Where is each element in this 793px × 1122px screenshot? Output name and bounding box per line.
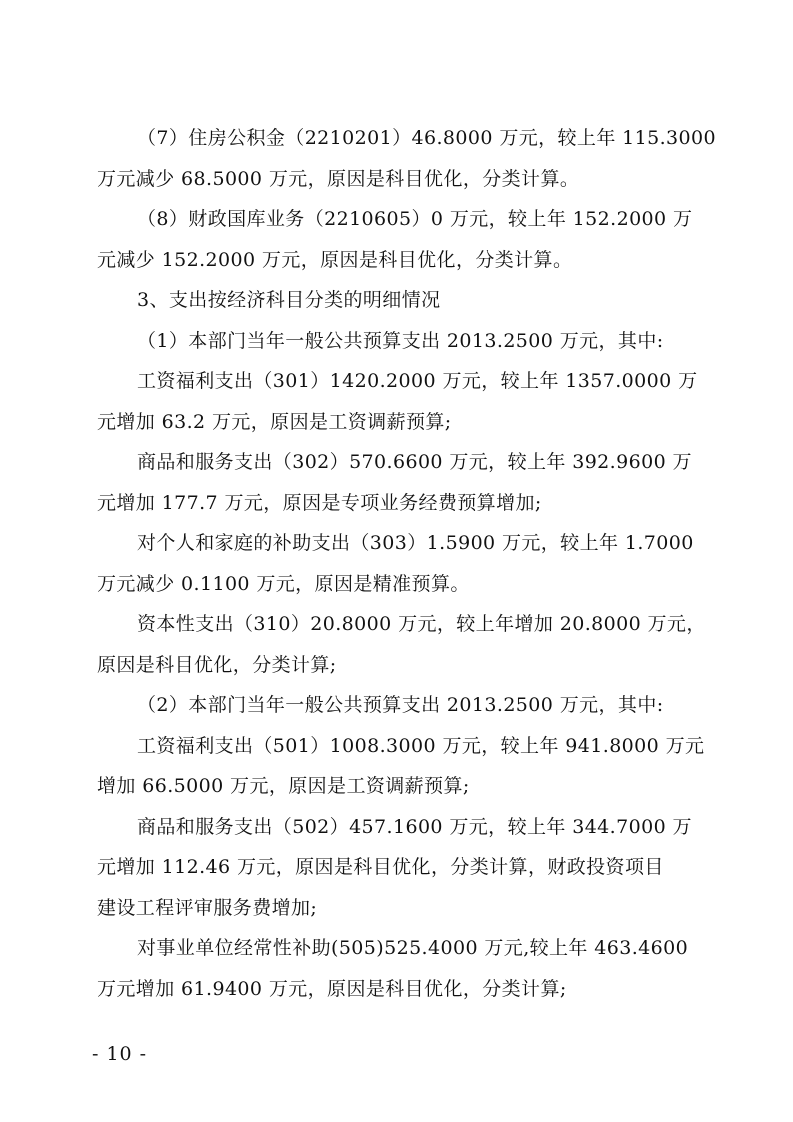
paragraph-line: 增加 66.5000 万元，原因是工资调薪预算; xyxy=(97,775,470,797)
paragraph-line: 元增加 112.46 万元，原因是科目优化，分类计算，财政投资项目 xyxy=(97,856,664,878)
paragraph-line: 万元增加 61.9400 万元，原因是科目优化，分类计算; xyxy=(97,977,567,1000)
paragraph-line: 万元减少 68.5000 万元，原因是科目优化，分类计算。 xyxy=(97,167,580,190)
paragraph-line: 元减少 152.2000 万元，原因是科目优化，分类计算。 xyxy=(97,248,573,271)
paragraph-line: 万元减少 0.1100 万元，原因是精准预算。 xyxy=(97,572,470,595)
paragraph-line: 工资福利支出（501）1008.3000 万元，较上年 941.8000 万元 xyxy=(137,734,705,757)
paragraph-line: 对个人和家庭的补助支出（303）1.5900 万元，较上年 1.7000 xyxy=(137,532,694,554)
paragraph-line: 商品和服务支出（502）457.1600 万元，较上年 344.7000 万 xyxy=(137,815,692,838)
paragraph-line: （1）本部门当年一般公共预算支出 2013.2500 万元，其中: xyxy=(137,329,664,352)
paragraph-line: 对事业单位经常性补助(505)525.4000 万元,较上年 463.4600 xyxy=(137,937,689,959)
paragraph-line: （2）本部门当年一般公共预算支出 2013.2500 万元，其中: xyxy=(137,694,664,716)
paragraph-line: 原因是科目优化，分类计算; xyxy=(97,653,337,676)
paragraph-line: （8）财政国库业务（2210605）0 万元，较上年 152.2000 万 xyxy=(137,208,693,230)
paragraph-line: 建设工程评审服务费增加; xyxy=(97,896,318,919)
page-number: - 10 - xyxy=(92,1043,148,1065)
paragraph-line: 工资福利支出（301）1420.2000 万元，较上年 1357.0000 万 xyxy=(137,370,698,392)
document-body xyxy=(97,118,717,1009)
paragraph-line: 元增加 63.2 万元，原因是工资调薪预算; xyxy=(97,410,452,433)
paragraph-line: 元增加 177.7 万元，原因是专项业务经费预算增加; xyxy=(97,491,542,514)
section-heading: 3、支出按经济科目分类的明细情况 xyxy=(137,289,441,311)
paragraph-line: （7）住房公积金（2210201）46.8000 万元，较上年 115.3000 xyxy=(137,127,717,149)
paragraph-line: 资本性支出（310）20.8000 万元，较上年增加 20.8000 万元， xyxy=(137,613,706,635)
paragraph-line: 商品和服务支出（302）570.6600 万元，较上年 392.9600 万 xyxy=(137,451,692,473)
